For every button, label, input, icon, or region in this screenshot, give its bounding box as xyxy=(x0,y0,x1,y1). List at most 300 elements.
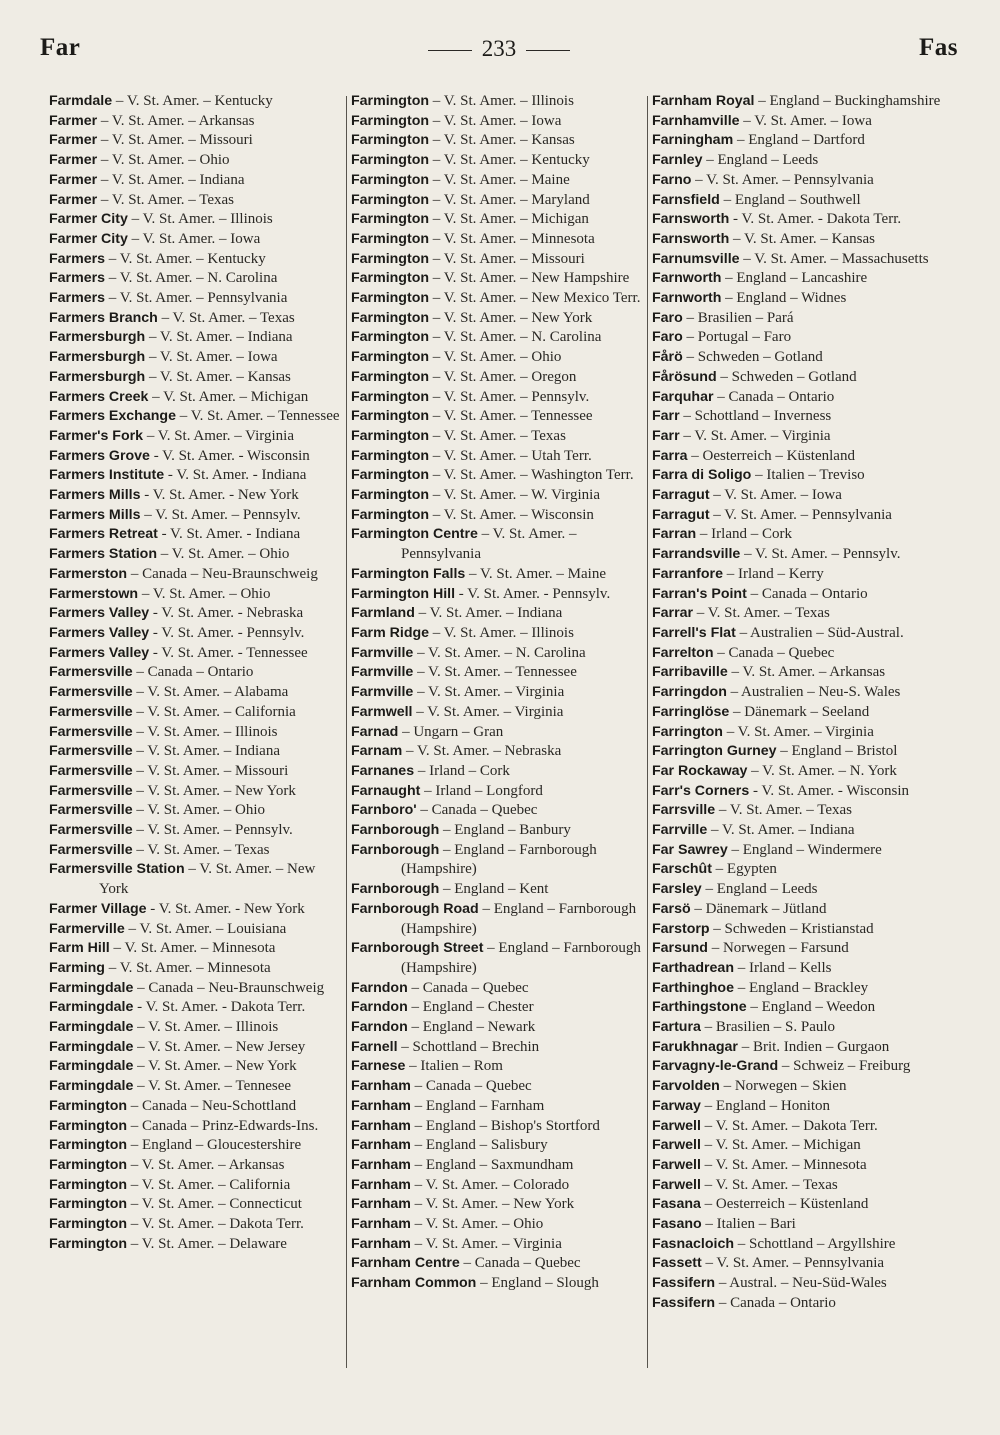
gazetteer-entry xyxy=(652,565,948,585)
entry-location: – V. St. Amer. – Kentucky xyxy=(105,250,266,267)
gazetteer-entry xyxy=(49,112,341,132)
entry-place-name: Farmington xyxy=(49,1196,128,1213)
entry-location: – England – Southwell xyxy=(719,191,861,208)
entry-place-name: Farnham Royal xyxy=(652,93,755,109)
entry-location: – England – Honiton xyxy=(700,1097,831,1114)
gazetteer-entry xyxy=(49,821,341,841)
entry-location: – Schottland – Argyllshire xyxy=(734,1235,896,1252)
gazetteer-entry xyxy=(652,545,948,565)
entry-location: – V. St. Amer. – New Mexico Terr. xyxy=(429,290,641,307)
entry-place-name: Farmville xyxy=(351,684,414,701)
entry-place-name: Farwell xyxy=(652,1137,701,1154)
gazetteer-entry xyxy=(351,289,643,309)
gazetteer-entry xyxy=(652,703,948,723)
gazetteer-entry xyxy=(351,486,643,506)
entry-location: – V. St. Amer. – Illinois xyxy=(429,624,574,641)
entry-location: - V. St. Amer. - Wisconsin xyxy=(749,782,910,799)
gazetteer-entry xyxy=(351,92,643,112)
gazetteer-entry xyxy=(652,860,948,880)
gazetteer-entry xyxy=(49,92,341,112)
entry-location: – V. St. Amer. – Texas xyxy=(429,427,566,444)
entry-place-name: Farmers Creek xyxy=(49,388,149,405)
entry-place-name: Farnley xyxy=(652,152,703,169)
gazetteer-entry xyxy=(351,506,643,526)
entry-place-name: Farmer xyxy=(49,112,98,129)
gazetteer-entry xyxy=(652,328,948,348)
gazetteer-entry xyxy=(351,1077,643,1097)
gazetteer-entry xyxy=(652,289,948,309)
entry-place-name: Fassett xyxy=(652,1255,702,1272)
entry-location: – V. St. Amer. – Tennesee xyxy=(133,1078,292,1095)
entry-location: – V. St. Amer. – New York xyxy=(132,782,296,799)
gazetteer-entry xyxy=(49,959,341,979)
entry-place-name: Farnborough Road xyxy=(351,900,479,917)
entry-location: – V. St. Amer. – Illinois xyxy=(127,211,273,228)
entry-location: – V. St. Amer. – Missouri xyxy=(97,132,253,149)
gazetteer-entry xyxy=(351,466,643,486)
gazetteer-entry xyxy=(49,644,341,664)
gazetteer-entry xyxy=(351,1156,643,1176)
entry-location: – England – Newark xyxy=(407,1019,536,1036)
entry-place-name: Farnad xyxy=(351,723,399,740)
entry-place-name: Farmington xyxy=(351,408,430,425)
entry-place-name: Farr xyxy=(652,427,680,444)
entry-location: – V. St. Amer. – Kentucky xyxy=(112,93,273,109)
entry-place-name: Farthinghoe xyxy=(652,979,734,996)
entry-location: – V. St. Amer. – Tennessee xyxy=(175,408,340,425)
entry-place-name: Farmington xyxy=(351,93,430,109)
entry-location: – V. St. Amer. – Tennessee xyxy=(429,408,593,425)
entry-location: - V. St. Amer. - Indiana xyxy=(164,467,307,484)
gazetteer-entry xyxy=(49,525,341,545)
gazetteer-entry xyxy=(351,191,643,211)
entry-location: – Brit. Indien – Gurgaon xyxy=(737,1038,890,1055)
gazetteer-entry xyxy=(652,998,948,1018)
gazetteer-entry xyxy=(351,368,643,388)
entry-location: – V. St. Amer. – Indiana xyxy=(414,605,563,622)
gazetteer-entry xyxy=(652,486,948,506)
page-header xyxy=(40,34,958,74)
entry-place-name: Farmington xyxy=(351,506,430,523)
header-left-catchword: Far xyxy=(40,34,81,61)
entry-place-name: Farmers xyxy=(49,290,105,307)
gazetteer-entry xyxy=(351,624,643,644)
gazetteer-entry xyxy=(49,1195,341,1215)
entry-location: – V. St. Amer. – Pennsylvania xyxy=(709,506,892,523)
entry-location: – Irland – Kerry xyxy=(722,565,824,582)
entry-location: – V. St. Amer. – Ohio xyxy=(410,1216,544,1233)
entry-place-name: Farthingstone xyxy=(652,999,747,1016)
entry-place-name: Farmington xyxy=(351,487,430,504)
entry-place-name: Farmerville xyxy=(49,920,125,937)
entry-place-name: Farmington xyxy=(351,349,430,366)
gazetteer-entry xyxy=(351,427,643,447)
gazetteer-entry xyxy=(351,525,643,564)
entry-place-name: Farmington Hill xyxy=(351,585,456,602)
entry-location: – V. St. Amer. – Utah Terr. xyxy=(429,447,592,464)
entry-location: – Norwegen – Skien xyxy=(719,1078,847,1095)
entry-place-name: Fassifern xyxy=(652,1275,716,1292)
gazetteer-entry xyxy=(652,624,948,644)
gazetteer-entry xyxy=(351,703,643,723)
entry-location: – V. St. Amer. – New York xyxy=(133,1058,297,1075)
entry-location: – V. St. Amer. – Iowa xyxy=(709,487,842,504)
gazetteer-entry xyxy=(49,151,341,171)
entry-place-name: Farmer xyxy=(49,152,98,169)
entry-place-name: Farmersville xyxy=(49,664,133,681)
entry-place-name: Farmingdale xyxy=(49,1058,134,1075)
entry-location: – V. St. Amer. – Kansas xyxy=(145,368,291,385)
entry-location: – England – Banbury xyxy=(439,822,571,839)
entry-place-name: Farra xyxy=(652,447,688,464)
entry-location: – England – Brackley xyxy=(733,979,869,996)
entry-location: – V. St. Amer. – Minnesota xyxy=(104,959,271,976)
gazetteer-entry xyxy=(351,565,643,585)
page-number-line xyxy=(40,36,958,62)
gazetteer-entry xyxy=(49,1176,341,1196)
gazetteer-entry xyxy=(351,1274,643,1294)
entry-location: – England – Farnborough (Hampshire) xyxy=(401,841,597,878)
entry-place-name: Farnham xyxy=(351,1235,411,1252)
entry-location: – Canada – Quebec xyxy=(407,979,529,996)
entry-location: – V. St. Amer. – Texas xyxy=(693,605,830,622)
header-right-catchword: Fas xyxy=(919,34,958,61)
entry-place-name: Farran xyxy=(652,526,697,543)
entry-place-name: Farmers Station xyxy=(49,546,158,563)
entry-place-name: Farvolden xyxy=(652,1078,720,1095)
entry-location: – England – Weedon xyxy=(746,999,876,1016)
gazetteer-entry xyxy=(652,1136,948,1156)
gazetteer-entry xyxy=(49,171,341,191)
entry-location: – V. St. Amer. – Minnesota xyxy=(700,1156,867,1173)
gazetteer-entry xyxy=(652,151,948,171)
entry-location: – V. St. Amer. – Arkansas xyxy=(727,664,886,681)
gazetteer-entry xyxy=(351,210,643,230)
entry-location: – V. St. Amer. – Indiana xyxy=(707,822,855,839)
entry-location: – Ungarn – Gran xyxy=(398,723,504,740)
gazetteer-entry xyxy=(351,407,643,427)
entry-place-name: Farnham xyxy=(351,1176,411,1193)
entry-location: – V. St. Amer. – Washington Terr. xyxy=(429,467,634,484)
entry-place-name: Fasano xyxy=(652,1216,702,1233)
entry-place-name: Farmington xyxy=(351,152,430,169)
entry-place-name: Farsund xyxy=(652,940,708,957)
gazetteer-entry xyxy=(49,368,341,388)
entry-place-name: Farringdon xyxy=(652,684,727,701)
entry-place-name: Farmer's Fork xyxy=(49,427,144,444)
entry-location: – Italien – Rom xyxy=(405,1058,503,1075)
entry-location: – V. St. Amer. – Iowa xyxy=(739,112,872,129)
entry-place-name: Farragut xyxy=(652,506,710,523)
entry-place-name: Farmersville xyxy=(49,841,133,858)
gazetteer-entry xyxy=(652,782,948,802)
entry-place-name: Farndon xyxy=(351,1019,408,1036)
entry-place-name: Farnsworth xyxy=(652,211,730,228)
entry-place-name: Farmerstown xyxy=(49,585,139,602)
gazetteer-entry xyxy=(652,900,948,920)
gazetteer-entry xyxy=(652,762,948,782)
gazetteer-entry xyxy=(49,1077,341,1097)
entry-location: - V. St. Amer. - Dakota Terr. xyxy=(729,211,902,228)
gazetteer-entry xyxy=(49,703,341,723)
gazetteer-entry xyxy=(351,1136,643,1156)
entry-place-name: Farnham xyxy=(351,1097,411,1114)
entry-location: – V. St. Amer. – Pennsylvania xyxy=(691,171,874,188)
entry-location: - V. St. Amer. - Tennessee xyxy=(149,644,308,661)
gazetteer-entry xyxy=(49,585,341,605)
entry-place-name: Farmingdale xyxy=(49,999,134,1016)
entry-place-name: Farmington xyxy=(351,329,430,346)
column-3 xyxy=(652,92,948,1314)
entry-place-name: Farmersville xyxy=(49,743,133,760)
entry-location: – England – Leeds xyxy=(701,881,818,898)
entry-place-name: Farmland xyxy=(351,605,415,622)
gazetteer-entry xyxy=(49,939,341,959)
gazetteer-entry xyxy=(351,762,643,782)
gazetteer-entry xyxy=(351,604,643,624)
entry-location: – V. St. Amer. – Pennsylv. xyxy=(429,388,590,405)
gazetteer-entry xyxy=(49,1038,341,1058)
entry-location: – Canada – Ontario xyxy=(132,664,254,681)
entry-place-name: Farmers Exchange xyxy=(49,408,176,425)
gazetteer-entry xyxy=(49,900,341,920)
entry-location: – V. St. Amer. – W. Virginia xyxy=(429,487,600,504)
entry-place-name: Farwell xyxy=(652,1176,701,1193)
entry-location: – Norwegen – Farsund xyxy=(707,940,849,957)
gazetteer-entry xyxy=(351,821,643,841)
gazetteer-entry xyxy=(652,1018,948,1038)
gazetteer-entry xyxy=(652,191,948,211)
gazetteer-entry xyxy=(652,585,948,605)
entry-place-name: Farringlöse xyxy=(652,703,730,720)
entry-place-name: Fårö xyxy=(652,349,683,366)
entry-location: – Dänemark – Seeland xyxy=(729,703,870,720)
entry-location: – England – Windermere xyxy=(727,841,882,858)
entry-location: – Brasilien – S. Paulo xyxy=(700,1019,836,1036)
entry-location: - V. St. Amer. - Pennsylv. xyxy=(455,585,611,602)
entry-place-name: Farnham xyxy=(351,1117,411,1134)
gazetteer-entry xyxy=(652,1195,948,1215)
entry-place-name: Farrville xyxy=(652,822,708,839)
entry-place-name: Farrell's Flat xyxy=(652,624,736,641)
gazetteer-entry xyxy=(49,742,341,762)
entry-location: – Australien – Neu-S. Wales xyxy=(726,684,901,701)
entry-place-name: Farmington xyxy=(351,467,430,484)
entry-place-name: Farnborough xyxy=(351,881,440,898)
entry-place-name: Farmersville xyxy=(49,762,133,779)
entry-place-name: Farnumsville xyxy=(652,250,740,267)
entry-place-name: Farmington xyxy=(351,368,430,385)
gazetteer-entry xyxy=(351,388,643,408)
entry-place-name: Farribaville xyxy=(652,664,728,681)
gazetteer-entry xyxy=(652,1156,948,1176)
gazetteer-entry xyxy=(652,939,948,959)
gazetteer-entry xyxy=(49,388,341,408)
gazetteer-entry xyxy=(652,92,948,112)
entry-location: – England – Kent xyxy=(439,881,549,898)
entry-place-name: Farmington xyxy=(49,1097,128,1114)
entry-location: - V. St. Amer. - New York xyxy=(140,487,299,504)
gazetteer-entry xyxy=(351,131,643,151)
entry-location: – England – Leeds xyxy=(702,152,819,169)
entry-location: – V. St. Amer. – Missouri xyxy=(429,250,585,267)
entry-location: – V. St. Amer. – Maryland xyxy=(429,191,590,208)
entry-location: – Australien – Süd-Austral. xyxy=(735,624,904,641)
gazetteer-entry xyxy=(351,1117,643,1137)
entry-place-name: Farsley xyxy=(652,881,702,898)
gazetteer-entry xyxy=(49,309,341,329)
gazetteer-entry xyxy=(351,998,643,1018)
gazetteer-entry xyxy=(351,1176,643,1196)
entry-location: – V. St. Amer. – Wisconsin xyxy=(429,506,594,523)
entry-place-name: Farmington xyxy=(351,112,430,129)
gazetteer-entry xyxy=(652,841,948,861)
entry-place-name: Farmers xyxy=(49,270,105,287)
gazetteer-entry xyxy=(49,1156,341,1176)
gazetteer-entry xyxy=(49,565,341,585)
gazetteer-entry xyxy=(49,624,341,644)
entry-place-name: Far Sawrey xyxy=(652,841,728,858)
entry-place-name: Fassifern xyxy=(652,1294,716,1311)
entry-location: – V. St. Amer. – Louisiana xyxy=(124,920,287,937)
entry-location: – V. St. Amer. – Michigan xyxy=(429,211,589,228)
gazetteer-entry xyxy=(351,1254,643,1274)
entry-place-name: Farmingdale xyxy=(49,1019,134,1036)
entry-place-name: Farmingdale xyxy=(49,1038,134,1055)
entry-location: – V. St. Amer. – Ohio xyxy=(157,546,290,563)
entry-location: – Irland – Longford xyxy=(420,782,543,799)
entry-place-name: Farmer City xyxy=(49,211,128,228)
gazetteer-entry xyxy=(351,683,643,703)
entry-location: – V. St. Amer. – New York xyxy=(429,309,593,326)
gazetteer-entry xyxy=(49,1117,341,1137)
entry-place-name: Farm Hill xyxy=(49,940,110,957)
gazetteer-entry xyxy=(49,1097,341,1117)
entry-place-name: Farnborough xyxy=(351,841,440,858)
entry-place-name: Farwell xyxy=(652,1156,701,1173)
entry-location: – V. St. Amer. – Arkansas xyxy=(127,1156,285,1173)
entry-location: – V. St. Amer. – Connecticut xyxy=(127,1196,302,1213)
entry-place-name: Farmer Village xyxy=(49,900,147,917)
entry-place-name: Farmington xyxy=(49,1137,128,1154)
entry-location: – Canada – Neu-Braunschweig xyxy=(133,979,325,996)
entry-place-name: Farnaught xyxy=(351,782,421,799)
gazetteer-entry xyxy=(49,1136,341,1156)
gazetteer-entry xyxy=(652,269,948,289)
gazetteer-entry xyxy=(652,920,948,940)
entry-place-name: Farmersville xyxy=(49,822,133,839)
entry-place-name: Farningham xyxy=(652,132,734,149)
gazetteer-entry xyxy=(652,644,948,664)
gazetteer-entry xyxy=(49,486,341,506)
entry-location: – England – Farnborough (Hampshire) xyxy=(401,940,641,976)
entry-place-name: Farmington Falls xyxy=(351,565,466,582)
gazetteer-entry xyxy=(351,1057,643,1077)
entry-location: – England – Dartford xyxy=(733,132,865,149)
entry-location: – V. St. Amer. – Virginia xyxy=(722,723,874,740)
entry-place-name: Farmington xyxy=(351,270,430,287)
entry-location: – Irland – Kells xyxy=(734,959,832,976)
column-divider-2 xyxy=(647,96,648,1368)
entry-location: – V. St. Amer. – Kansas xyxy=(429,132,575,149)
entry-place-name: Farrar xyxy=(652,605,694,622)
entry-place-name: Farnham Common xyxy=(351,1275,477,1292)
entry-place-name: Farmingdale xyxy=(49,1078,134,1095)
entry-place-name: Fårösund xyxy=(652,368,717,385)
entry-location: – V. St. Amer. – Ohio xyxy=(429,349,562,366)
entry-place-name: Farmerston xyxy=(49,565,128,582)
entry-location: – Canada – Quebec xyxy=(410,1078,532,1095)
gazetteer-entry xyxy=(49,230,341,250)
gazetteer-entry xyxy=(49,250,341,270)
gazetteer-entry xyxy=(49,1057,341,1077)
entry-place-name: Farmington xyxy=(351,427,430,444)
gazetteer-entry xyxy=(652,506,948,526)
entry-place-name: Farvagny-le-Grand xyxy=(652,1058,779,1075)
entry-place-name: Farnborough xyxy=(351,822,440,839)
entry-location: – V. St. Amer. – Oregon xyxy=(429,368,577,385)
gazetteer-entry xyxy=(652,683,948,703)
gazetteer-entry xyxy=(652,801,948,821)
entry-location: – V. St. Amer. – Illinois xyxy=(429,93,574,109)
gazetteer-entry xyxy=(351,1097,643,1117)
entry-location: – V. St. Amer. – N. Carolina xyxy=(429,329,602,346)
entry-location: – V. St. Amer. – Minnesota xyxy=(429,230,595,247)
entry-location: – Oesterreich – Küstenland xyxy=(700,1196,869,1213)
entry-location: – Canada – Quebec xyxy=(713,644,835,661)
gazetteer-entry xyxy=(49,782,341,802)
header-rule-left xyxy=(428,50,472,51)
entry-location: – V. St. Amer. – Maine xyxy=(465,565,607,582)
entry-place-name: Farschût xyxy=(652,861,712,878)
entry-place-name: Farmersville xyxy=(49,723,133,740)
entry-place-name: Farmers Retreat xyxy=(49,526,158,543)
gazetteer-entry xyxy=(652,1254,948,1274)
gazetteer-entry xyxy=(49,466,341,486)
entry-location: – V. St. Amer. – California xyxy=(132,703,296,720)
gazetteer-entry xyxy=(351,782,643,802)
entry-location: – V. St. Amer. – Kentucky xyxy=(429,152,590,169)
entry-location: – V. St. Amer. – Arkansas xyxy=(97,112,255,129)
gazetteer-entry xyxy=(652,348,948,368)
gazetteer-entry xyxy=(652,979,948,999)
entry-location: – Irland – Cork xyxy=(696,526,792,543)
entry-location: – V. St. Amer. – N. Carolina xyxy=(105,270,278,287)
gazetteer-entry xyxy=(351,1195,643,1215)
entry-place-name: Farstorp xyxy=(652,920,710,937)
gazetteer-entry xyxy=(652,230,948,250)
entry-place-name: Farrelton xyxy=(652,644,714,661)
entry-location: – V. St. Amer. – Texas xyxy=(132,841,270,858)
gazetteer-entry xyxy=(652,1038,948,1058)
gazetteer-entry xyxy=(351,841,643,880)
gazetteer-entry xyxy=(49,289,341,309)
entry-location: – V. St. Amer. – California xyxy=(127,1176,291,1193)
gazetteer-entry xyxy=(49,427,341,447)
gazetteer-entry xyxy=(351,269,643,289)
entry-place-name: Farmington xyxy=(351,388,430,405)
entry-location: – Egypten xyxy=(711,861,777,878)
entry-location: – Schweden – Gotland xyxy=(716,368,857,385)
entry-location: – V. St. Amer. – Iowa xyxy=(127,230,261,247)
gazetteer-entry xyxy=(351,250,643,270)
entry-place-name: Farmington xyxy=(351,290,430,307)
gazetteer-entry xyxy=(652,309,948,329)
gazetteer-entry xyxy=(49,663,341,683)
entry-place-name: Fartura xyxy=(652,1019,701,1036)
entry-place-name: Farmwell xyxy=(351,703,413,720)
entry-location: – V. St. Amer. – Pennsylvania xyxy=(701,1255,885,1272)
